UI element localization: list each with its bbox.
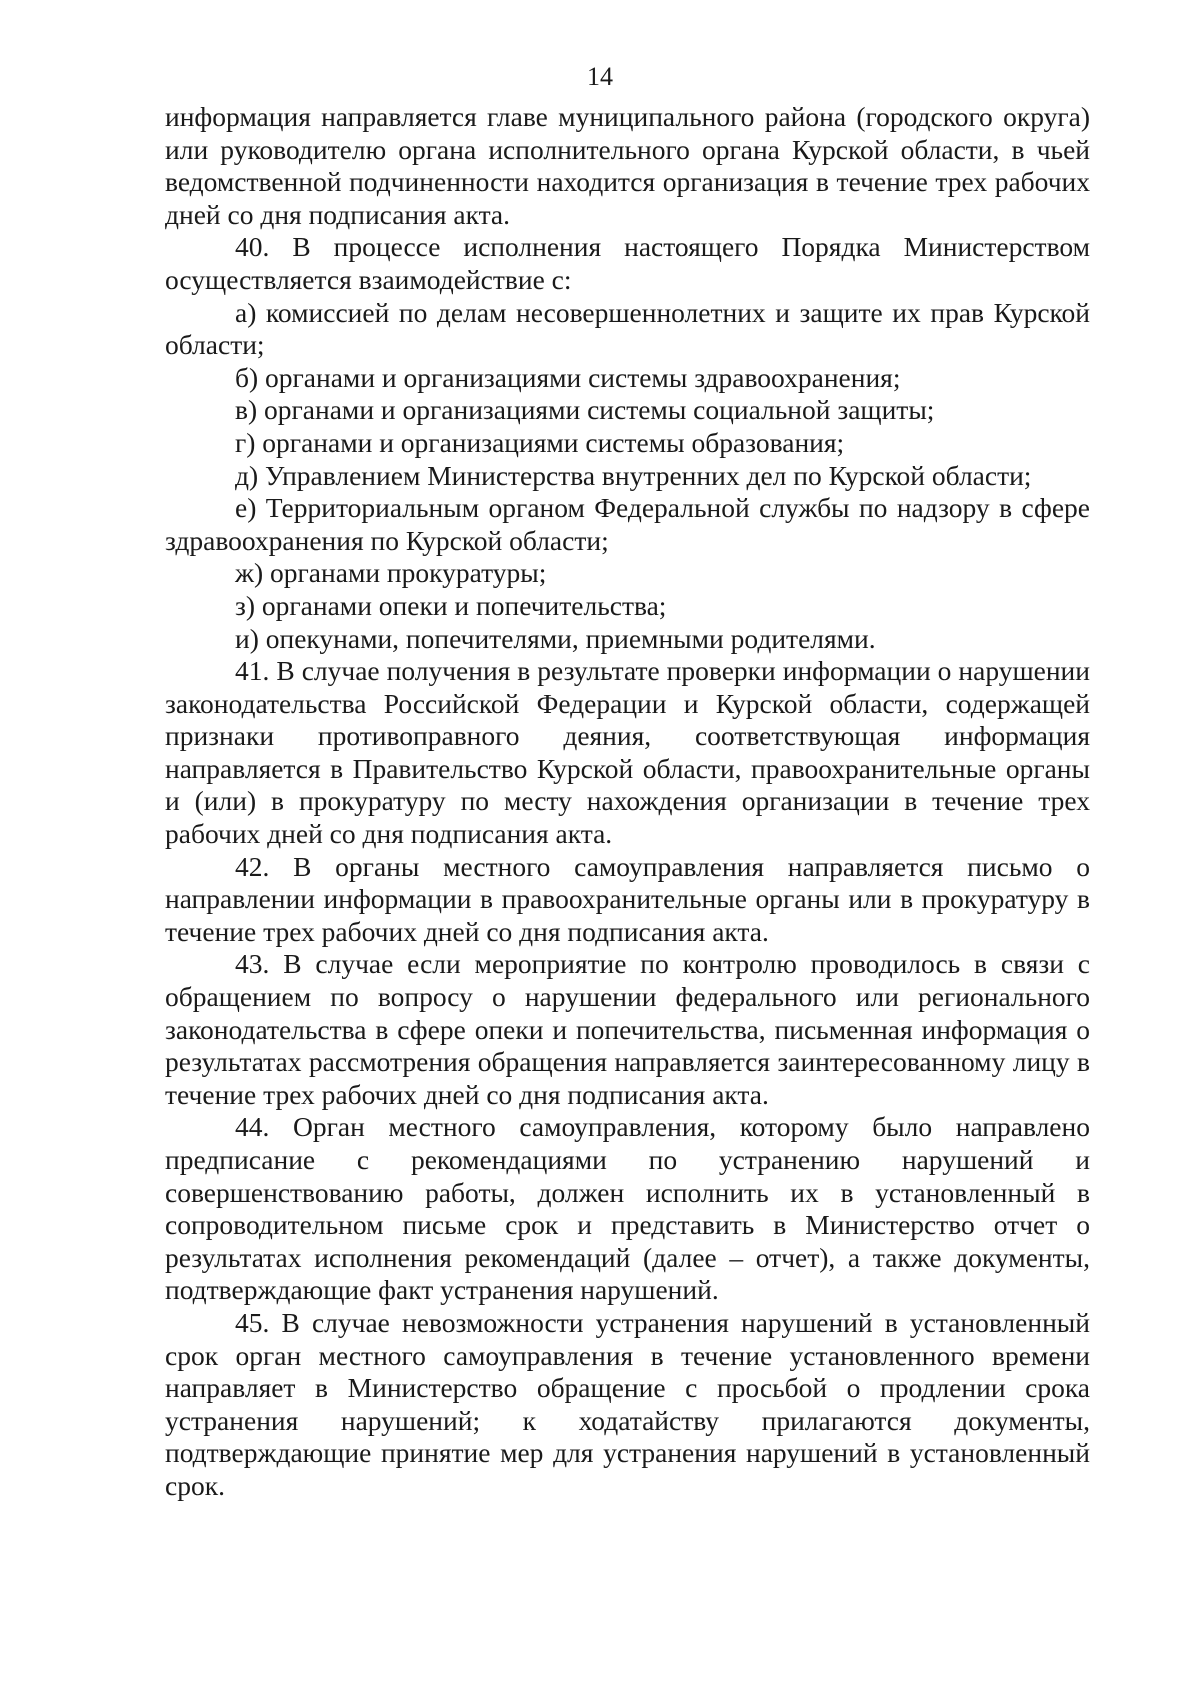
list-item-zh: ж) органами прокуратуры;	[235, 557, 547, 589]
list-item-v: в) органами и организациями системы социальной защиты;	[235, 394, 935, 426]
list-item-z: з) органами опеки и попечительства;	[235, 589, 667, 621]
list-item-a: а) комиссией по делам несовершеннолетних и защите их прав Курской области;	[165, 296, 1090, 361]
paragraph-42: 42. В органы местного самоуправления направляется письмо о направлении информации в правоохранительные органы или в прокуратуру в течение трех рабочих дней со дня подписания акта.	[165, 850, 1090, 947]
paragraph-41: 41. В случае получения в результате проверки информации о нарушении законодательства Российской Федерации и Курской области, содержащей признаки противоправного деяния, соответствующая информация направляется в Правительство Курской области, правоохранительные органы и (или) в прокуратуру по месту нахождения организации в течение трех рабочих дней со дня подписания акта.	[165, 655, 1090, 850]
paragraph-40: 40. В процессе исполнения настоящего Порядка Министерством осуществляется взаимодействие с:	[165, 231, 1090, 295]
paragraph-45: 45. В случае невозможности устранения нарушений в установленный срок орган местного самоуправления в течение установленного времени направляет в Министерство обращение с просьбой о продлении срока устранения нарушений; к ходатайству прилагаются документы, подтверждающие принятие мер для устранения нарушений в установленный срок.	[165, 1306, 1090, 1501]
document-body	[165, 101, 1090, 1503]
list-item-e: е) Территориальным органом Федеральной службы по надзору в сфере здравоохранения по Курской области;	[165, 492, 1090, 556]
paragraph-continuation: информация направляется главе муниципального района (городского округа) или руководителю органа исполнительного органа Курской области, в чьей ведомственной подчиненности находится организация в течение трех рабочих дней со дня подписания акта.	[165, 101, 1090, 230]
paragraph-43: 43. В случае если мероприятие по контролю проводилось в связи с обращением по вопросу о нарушении федерального или регионального законодательства в сфере опеки и попечительства, письменная информация о результатах рассмотрения обращения направляется заинтересованному лицу в течение трех рабочих дней со дня подписания акта.	[165, 948, 1090, 1110]
page-number: 14	[587, 62, 613, 91]
list-item-b: б) органами и организациями системы здравоохранения;	[235, 361, 901, 393]
list-item-i: и) опекунами, попечителями, приемными родителями.	[235, 622, 876, 654]
list-item-g: г) органами и организациями системы образования;	[235, 426, 845, 458]
paragraph-44: 44. Орган местного самоуправления, которому было направлено предписание с рекомендациями по устранению нарушений и совершенствованию работы, должен исполнить их в установленный в сопроводительном письме срок и представить в Министерство отчет о результатах исполнения рекомендаций (далее – отчет), а также документы, подтверждающие факт устранения нарушений.	[165, 1111, 1090, 1306]
list-item-d: д) Управлением Министерства внутренних дел по Курской области;	[235, 459, 1032, 491]
